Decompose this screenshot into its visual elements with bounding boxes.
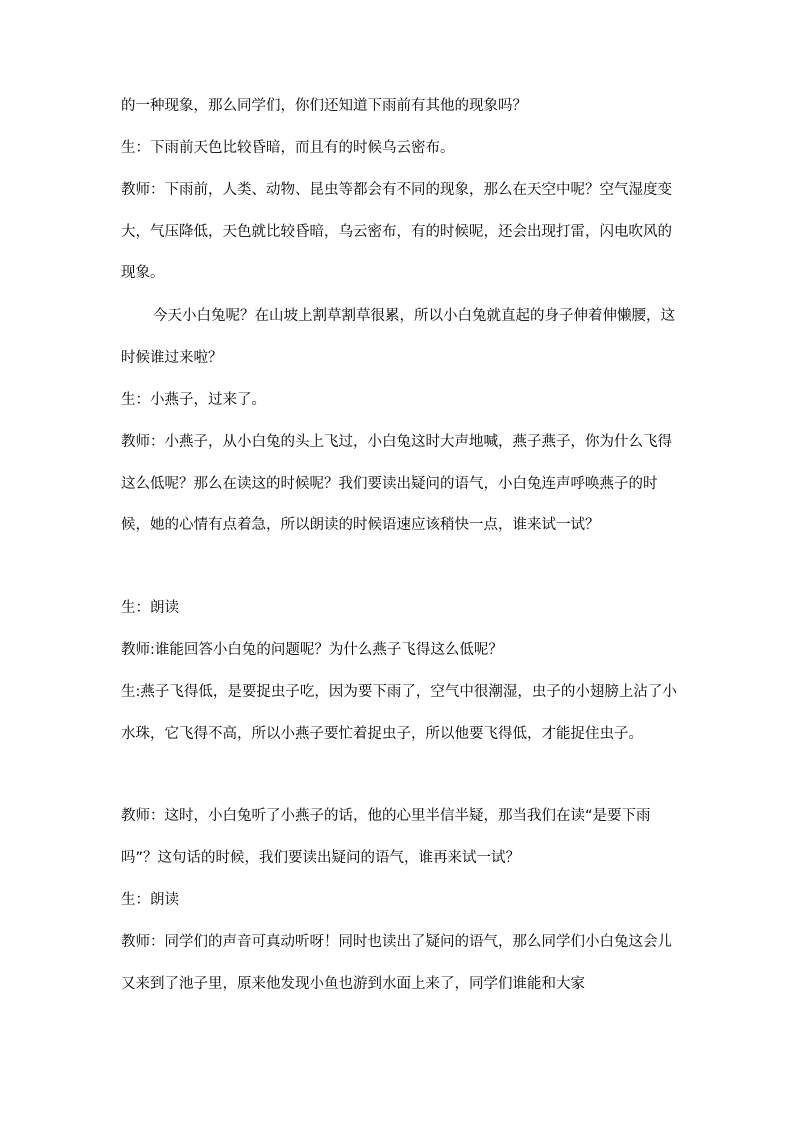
paragraph-7: 生：朗读 [121, 600, 179, 616]
paragraph-6: 教师：小燕子，从小白兔的头上飞过，小白兔这时大声地喊，燕子燕子，你为什么飞得这么低呢？那么在读这的时候呢？我们要读出疑问的语气，小白兔连声呼唤燕子的时候，她的心情有点着急，所以朗读的时候语速应该稍快一点，谁来试一试？ [121, 434, 672, 533]
paragraph-11: 生：朗读 [121, 892, 179, 908]
paragraph-8: 教师:谁能回答小白兔的问题呢？为什么燕子飞得这么低呢？ [121, 642, 503, 658]
paragraph-10: 教师：这时，小白兔听了小燕子的话，他的心里半信半疑，那当我们在读“是要下雨吗”？这句话的时候，我们要读出疑问的语气，谁再来试一试？ [121, 808, 651, 866]
paragraph-3: 教师：下雨前，人类、动物、昆虫等都会有不同的现象，那么在天空中呢？空气湿度变大，气压降低，天色就比较昏暗，乌云密布，有的时候呢，还会出现打雷，闪电吹风的现象。 [121, 182, 672, 281]
paragraph-9: 生:燕子飞得低，是要捉虫子吃，因为要下雨了，空气中很潮湿，虫子的小翅膀上沾了小水珠，它飞得不高，所以小燕子要忙着捉虫子，所以他要飞得低，才能捉住虫子。 [121, 684, 677, 742]
paragraph-2: 生：下雨前天色比较昏暗，而且有的时候乌云密布。 [121, 140, 455, 156]
paragraph-12: 教师：同学们的声音可真动听呀！同时也读出了疑问的语气，那么同学们小白兔这会儿又来到了池子里，原来他发现小鱼也游到水面上来了，同学们谁能和大家 [121, 934, 672, 992]
paragraph-1: 的一种现象，那么同学们，你们还知道下雨前有其他的现象吗？ [121, 98, 527, 114]
paragraph-5: 生：小燕子，过来了。 [121, 392, 266, 408]
paragraph-4: 今天小白兔呢？在山坡上割草割草很累，所以小白兔就直起的身子伸着伸懒腰，这时候谁过来啦？ [121, 308, 675, 366]
